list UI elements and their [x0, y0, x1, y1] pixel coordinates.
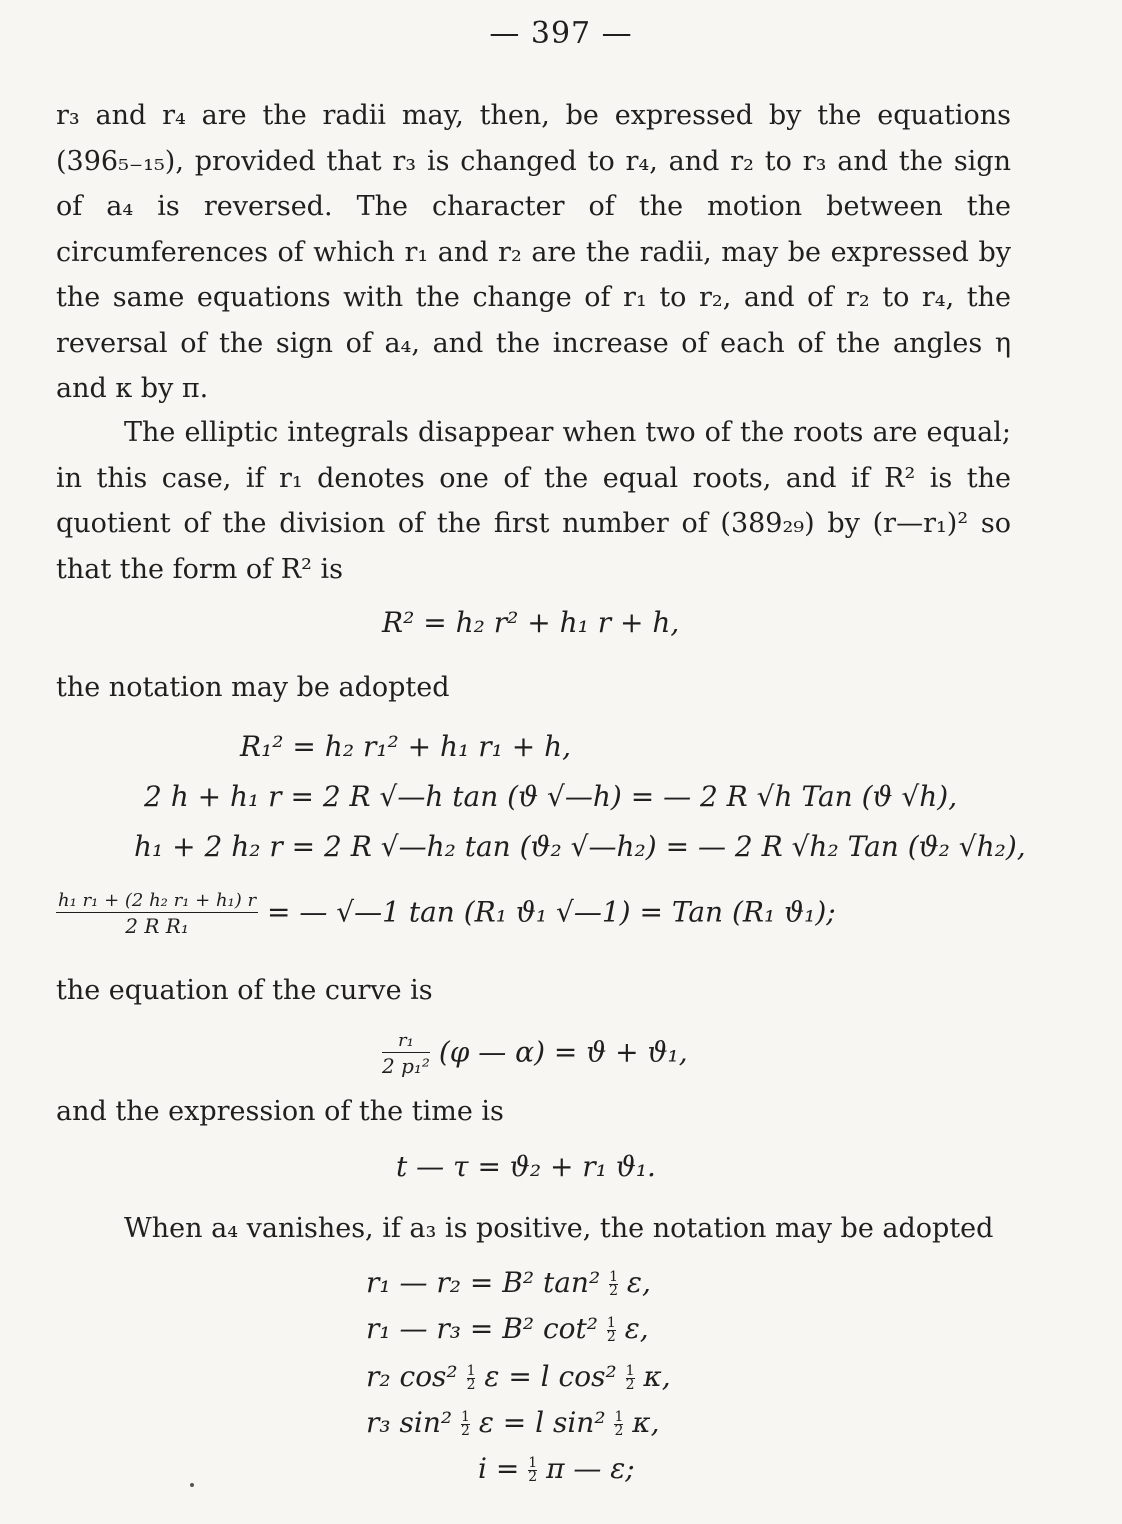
text-curve-equation: the equation of the curve is	[56, 975, 433, 1006]
fraction-denominator: 2 R R₁	[125, 914, 189, 938]
equation-i-lhs: i =	[478, 1452, 520, 1485]
equation-r-squared: R² = h₂ r² + h₁ r + h,	[382, 606, 680, 639]
equation-r1-squared: R₁² = h₂ r₁² + h₁ r₁ + h,	[240, 730, 572, 763]
equation-r2-cos-a: r₂ cos²	[366, 1360, 458, 1393]
fraction-half	[614, 1411, 623, 1438]
fraction-half	[607, 1317, 616, 1344]
fraction-theta1	[56, 890, 258, 938]
half-denominator: 2	[606, 1329, 616, 1345]
fraction-half	[528, 1457, 537, 1484]
half-denominator: 2	[466, 1377, 476, 1393]
half-numerator: 1	[461, 1409, 470, 1425]
fraction-half	[467, 1365, 476, 1392]
equation-i-rhs: π — ε;	[546, 1452, 635, 1485]
fraction-half	[461, 1411, 470, 1438]
ink-speck	[190, 1483, 194, 1487]
equation-tan-theta1	[56, 890, 836, 938]
half-denominator: 2	[461, 1423, 470, 1439]
equation-r1-r3	[366, 1312, 649, 1345]
equation-curve-rest: (φ — α) = ϑ + ϑ₁,	[438, 1035, 688, 1069]
half-denominator: 2	[528, 1469, 538, 1485]
equation-r3-sin	[366, 1406, 660, 1439]
fraction-half	[626, 1365, 635, 1392]
equation-r2-cos	[366, 1360, 671, 1393]
equation-r1-r2-lhs: r₁ — r₂ = B² tan²	[366, 1266, 601, 1299]
half-denominator: 2	[609, 1283, 619, 1299]
equation-time: t — τ = ϑ₂ + r₁ ϑ₁.	[396, 1150, 656, 1183]
equation-tan-theta2: h₁ + 2 h₂ r = 2 R √—h₂ tan (ϑ₂ √—h₂) = — 2 R √h₂ Tan (ϑ₂ √h₂),	[134, 830, 1026, 863]
page-number: — 397 —	[489, 16, 633, 51]
paragraph-elliptic-integrals: The elliptic integrals disappear when two of the roots are equal; in this case, if r₁ denotes one of the equal roots, and if R² is the quotient of the division of the first number of (389₂₉) by (r—r₁)² so that the form of R² is	[56, 417, 1011, 585]
half-numerator: 1	[606, 1315, 616, 1331]
paragraph-a4-vanishes: When a₄ vanishes, if a₃ is positive, the notation may be adopted	[124, 1213, 994, 1244]
equation-i	[478, 1452, 635, 1485]
equation-r3-sin-c: κ,	[632, 1406, 660, 1439]
equation-r1-r2	[366, 1266, 651, 1299]
half-numerator: 1	[609, 1269, 619, 1285]
half-numerator: 1	[614, 1409, 624, 1425]
fraction-denominator: 2 p₁²	[382, 1054, 430, 1078]
equation-curve	[382, 1030, 688, 1078]
equation-r2-cos-c: κ,	[643, 1360, 671, 1393]
equation-r1-r2-rhs: ε,	[626, 1266, 651, 1299]
paragraph-radii: r₃ and r₄ are the radii may, then, be expressed by the equations (396₅₋₁₅), provided that r₃ is changed to r₄, and r₂ to r₃ and the sign of a₄ is reversed. The character of the motion between the circumferences of which r₁ and r₂ are the radii, may be expressed by the same equations with the change of r₁ to r₂, and of r₂ to r₄, the reversal of the sign of a₄, and the increase of each of the angles η and κ by π.	[56, 100, 1011, 404]
fraction-half	[609, 1271, 618, 1298]
half-denominator: 2	[614, 1423, 624, 1439]
equation-r1-r3-lhs: r₁ — r₃ = B² cot²	[366, 1312, 598, 1345]
equation-tan-theta: 2 h + h₁ r = 2 R √—h tan (ϑ √—h) = — 2 R √h Tan (ϑ √h),	[144, 780, 958, 813]
half-denominator: 2	[625, 1377, 635, 1393]
equation-r3-sin-b: ε = l sin²	[478, 1406, 606, 1439]
fraction-numerator: h₁ r₁ + (2 h₂ r₁ + h₁) r	[58, 890, 257, 911]
half-numerator: 1	[625, 1363, 635, 1379]
equation-r2-cos-b: ε = l cos²	[484, 1360, 617, 1393]
half-numerator: 1	[466, 1363, 476, 1379]
fraction-numerator: r₁	[382, 1030, 430, 1053]
text-notation: the notation may be adopted	[56, 672, 450, 703]
fraction-curve	[382, 1030, 430, 1078]
equation-r1-r3-rhs: ε,	[624, 1312, 649, 1345]
half-numerator: 1	[528, 1455, 538, 1471]
equation-r3-sin-a: r₃ sin²	[366, 1406, 453, 1439]
equation-tan-theta1-rest: = — √—1 tan (R₁ ϑ₁ √—1) = Tan (R₁ ϑ₁);	[267, 895, 836, 929]
text-time-expression: and the expression of the time is	[56, 1096, 504, 1127]
